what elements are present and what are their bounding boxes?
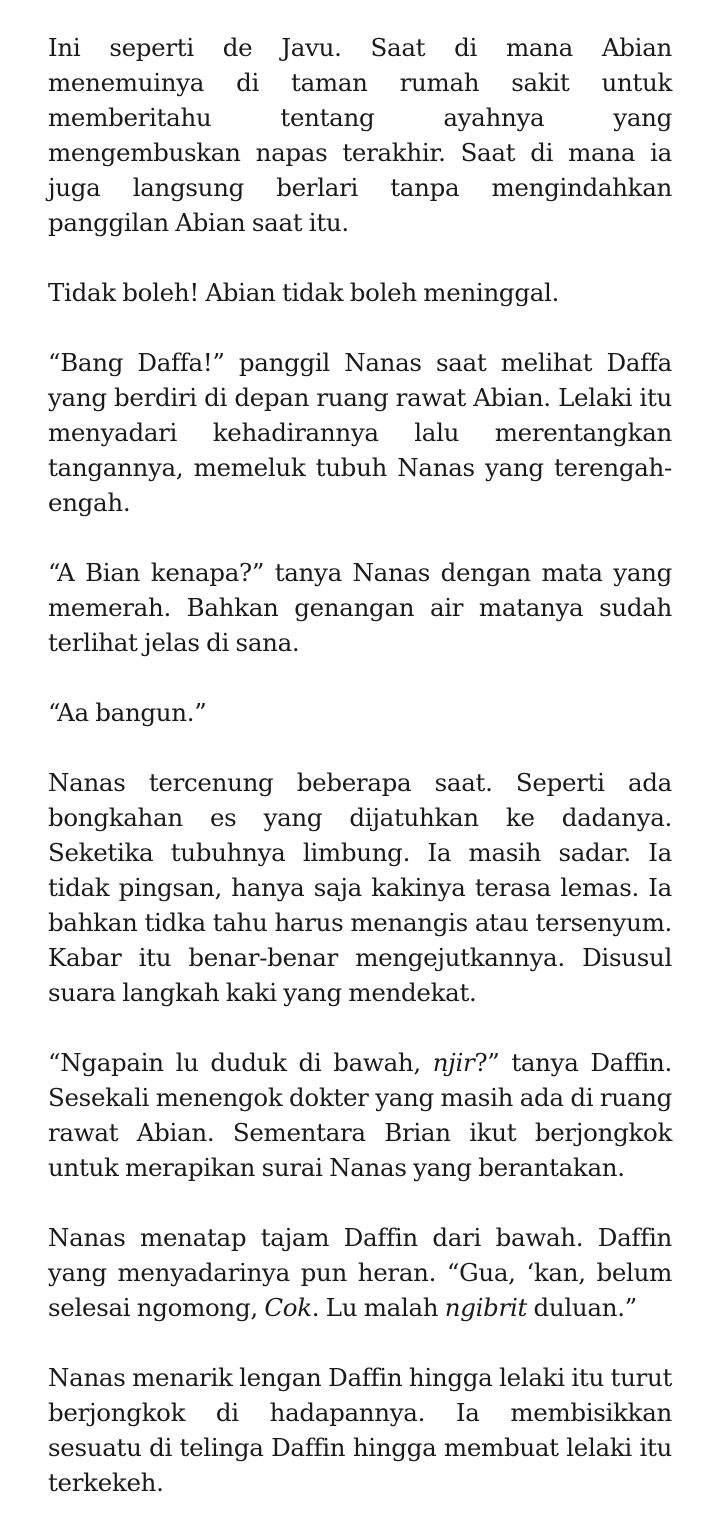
paragraph-a-bian-kenapa	[48, 555, 672, 660]
paragraph-ngapain-lu	[48, 1045, 672, 1185]
italic-word: ngibrit	[444, 1293, 528, 1322]
paragraph-text: duluan.”	[527, 1293, 637, 1322]
paragraph-bang-daffa	[48, 345, 672, 520]
paragraph-text: Nanas menatap tajam Daffin dari bawah. Daffin yang menyadarinya pun heran. “Gua, ‘kan, belum selesai ngomong,	[48, 1223, 672, 1322]
paragraph-text: “A Bian kenapa?” tanya Nanas dengan mata yang memerah. Bahkan genangan air matanya sudah terlihat jelas di sana.	[48, 558, 672, 657]
paragraph-aa-bangun	[48, 695, 672, 730]
paragraph-text: Tidak boleh! Abian tidak boleh meninggal.	[48, 278, 560, 307]
paragraph-text: Ini seperti de Javu. Saat di mana Abian menemuinya di taman rumah sakit untuk memberitahu tentang ayahnya yang mengembuskan napas terakhir. Saat di mana ia juga langsung berlari tanpa mengindahkan panggilan Abian saat itu.	[48, 33, 672, 237]
paragraph-text: “Bang Daffa!” panggil Nanas saat melihat Daffa yang berdiri di depan ruang rawat Abian. Lelaki itu menyadari kehadirannya lalu merentangkan tangannya, memeluk tubuh Nanas yang terengah-engah.	[48, 348, 672, 517]
paragraph-text: ?” tanya Daffin. Sesekali menengok dokter yang masih ada di ruang rawat Abian. Sementara Brian ikut berjongkok untuk merapikan surai Nanas yang berantakan.	[48, 1048, 673, 1182]
document-page	[48, 30, 672, 1500]
paragraph-nanas-menarik	[48, 1360, 672, 1500]
italic-word: Cok	[264, 1293, 312, 1322]
paragraph-text: “Aa bangun.”	[48, 698, 207, 727]
paragraph-nanas-tercenung	[48, 765, 672, 1010]
paragraph-text: Nanas tercenung beberapa saat. Seperti ada bongkahan es yang dijatuhkan ke dadanya. Seketika tubuhnya limbung. Ia masih sadar. Ia tidak pingsan, hanya saja kakinya terasa lemas. Ia bahkan tidka tahu harus menangis atau tersenyum. Kabar itu benar-benar mengejutkannya. Disusul suara langkah kaki yang mendekat.	[48, 768, 672, 1007]
paragraph-text: Nanas menarik lengan Daffin hingga lelaki itu turut berjongkok di hadapannya. Ia membisikkan sesuatu di telinga Daffin hingga membuat lelaki itu terkekeh.	[48, 1363, 672, 1497]
paragraph-de-javu	[48, 30, 672, 240]
paragraph-text: . Lu malah	[311, 1293, 445, 1322]
paragraph-tidak-boleh	[48, 275, 672, 310]
paragraph-text: “Ngapain lu duduk di bawah,	[48, 1048, 433, 1077]
italic-word: njir	[432, 1048, 475, 1077]
paragraph-nanas-menatap	[48, 1220, 672, 1325]
